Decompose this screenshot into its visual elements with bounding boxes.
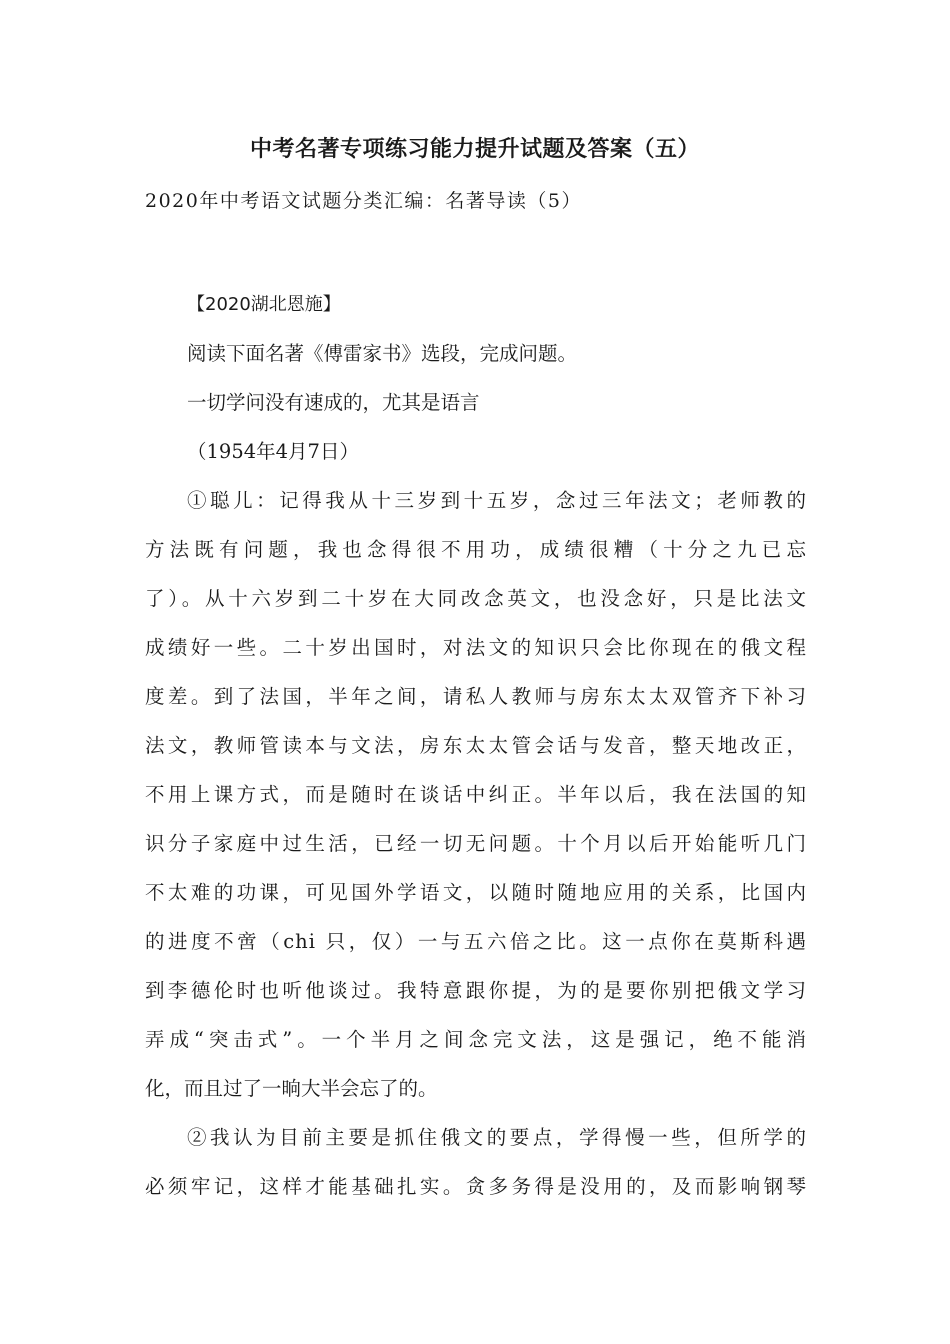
paragraph-1-line: 法文，教师管读本与文法，房东太太管会话与发音，整天地改正， (145, 734, 807, 757)
paragraph-2-line: ②我认为目前主要是抓住俄文的要点，学得慢一些，但所学的 (187, 1126, 807, 1149)
source-tag: 【2020湖北恩施】 (187, 294, 341, 315)
paragraph-1-line: 度差。到了法国，半年之间，请私人教师与房东太太双管齐下补习 (145, 685, 807, 708)
letter-date: （1954年4月7日） (187, 440, 359, 463)
paragraph-1-line: 到李德伦时也听他谈过。我特意跟你提，为的是要你别把俄文学习 (145, 979, 807, 1002)
document-subtitle: 2020年中考语文试题分类汇编：名著导读（5） (145, 190, 582, 212)
letter-heading: 一切学问没有速成的，尤其是语言 (187, 391, 480, 414)
paragraph-1-line: 不太难的功课，可见国外学语文，以随时随地应用的关系，比国内 (145, 881, 807, 904)
paragraph-2-line: 必须牢记，这样才能基础扎实。贪多务得是没用的，及而影响钢琴 (145, 1175, 807, 1198)
document-title: 中考名著专项练习能力提升试题及答案（五） (249, 137, 700, 162)
document-body (145, 280, 807, 1211)
paragraph-1-line: 化，而且过了一晌大半会忘了的。 (145, 1077, 438, 1100)
paragraph-1-line: 成绩好一些。二十岁出国时，对法文的知识只会比你现在的俄文程 (145, 636, 807, 659)
paragraph-1-line: 弄成“突击式”。一个半月之间念完文法，这是强记，绝不能消 (145, 1028, 807, 1051)
paragraph-1-line: ①聪儿：记得我从十三岁到十五岁，念过三年法文；老师教的 (187, 489, 807, 512)
paragraph-1-line: 方法既有问题，我也念得很不用功，成绩很糟（十分之九已忘 (145, 538, 807, 561)
paragraph-1-line: 的进度不啻（chi 只，仅）一与五六倍之比。这一点你在莫斯科遇 (145, 930, 807, 953)
paragraph-1-line: 了）。从十六岁到二十岁在大同改念英文，也没念好，只是比法文 (145, 587, 807, 610)
instruction-text: 阅读下面名著《傅雷家书》选段，完成问题。 (187, 342, 578, 365)
paragraph-1-line: 不用上课方式，而是随时在谈话中纠正。半年以后，我在法国的知 (145, 783, 807, 806)
paragraph-1-line: 识分子家庭中过生活，已经一切无问题。十个月以后开始能听几门 (145, 832, 807, 855)
